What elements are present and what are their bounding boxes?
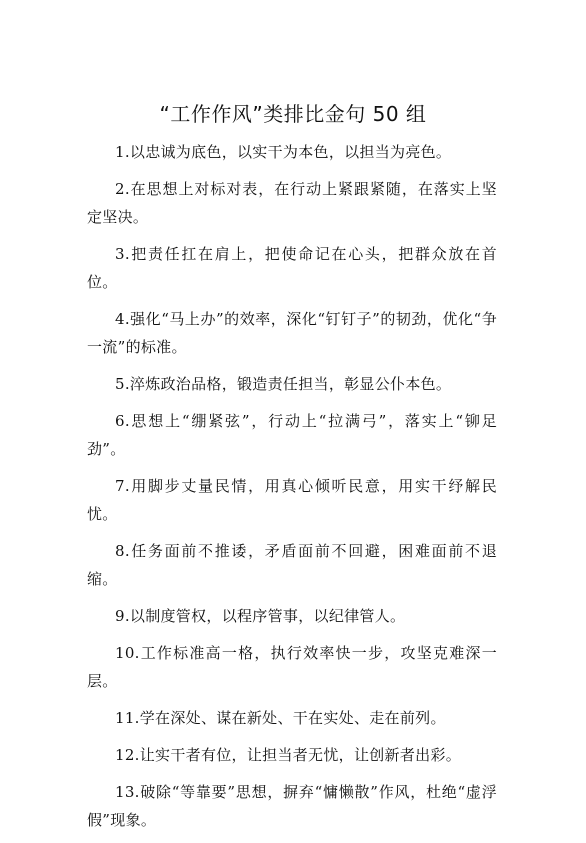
list-item: 10.工作标准高一格，执行效率快一步，攻坚克难深一层。: [87, 644, 497, 690]
list-item: 2.在思想上对标对表，在行动上紧跟紧随，在落实上坚定坚决。: [87, 180, 497, 226]
list-item: 13.破除“等靠要”思想，摒弃“慵懒散”作风，杜绝“虚浮假”现象。: [87, 783, 497, 829]
list-item: 3.把责任扛在肩上，把使命记在心头，把群众放在首位。: [87, 245, 497, 291]
list-item: 1.以忠诚为底色，以实干为本色，以担当为亮色。: [115, 143, 452, 161]
list-item: 6.思想上“绷紧弦”，行动上“拉满弓”，落实上“铆足劲”。: [87, 412, 497, 458]
list-item: 9.以制度管权，以程序管事，以纪律管人。: [115, 607, 406, 625]
list-item: 5.淬炼政治品格，锻造责任担当，彰显公仆本色。: [115, 375, 452, 393]
list-item: 11.学在深处、谋在新处、干在实处、走在前列。: [115, 709, 446, 727]
list-item: 4.强化“马上办”的效率，深化“钉钉子”的韧劲，优化“争一流”的标准。: [87, 310, 497, 356]
list-item: 8.任务面前不推诿，矛盾面前不回避，困难面前不退缩。: [87, 542, 497, 588]
list-item: 7.用脚步丈量民情，用真心倾听民意，用实干纾解民忧。: [87, 477, 497, 523]
document-title: “工作作风”类排比金句 50 组: [159, 102, 427, 126]
item-list: [87, 138, 497, 843]
list-item: 12.让实干者有位，让担当者无忧，让创新者出彩。: [115, 746, 462, 764]
